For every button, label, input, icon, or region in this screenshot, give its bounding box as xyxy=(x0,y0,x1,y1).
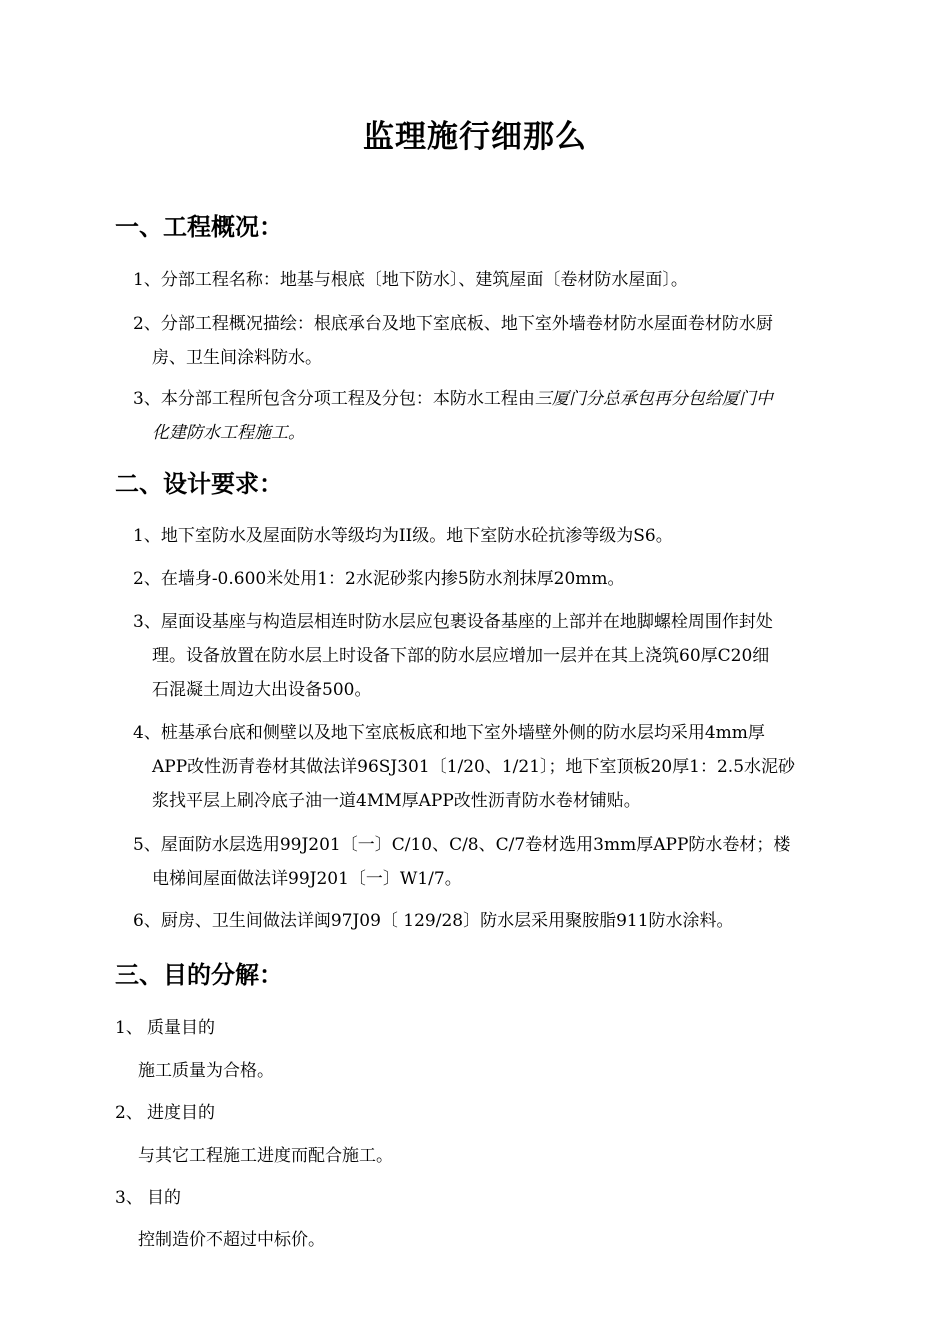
design-item-3-line-3: 石混凝土周边大出设备500。 xyxy=(152,680,372,700)
design-item-3-line-1: 3、屋面设基座与构造层相连时防水层应包裹设备基座的上部并在地脚螺栓周围作封处 xyxy=(133,612,773,632)
design-item-6-text: 6、厨房、卫生间做法详闽97J09〔 129/28〕防水层采用聚胺脂911防水涂料。 xyxy=(133,911,734,931)
design-item-4-line-1: 4、桩基承台底和侧壁以及地下室底板底和地下室外墙壁外侧的防水层均采用4mm厚 xyxy=(133,723,765,743)
goal-1-number: 1、 xyxy=(115,1018,143,1038)
overview-item-2-line-2: 房、卫生间涂料防水。 xyxy=(152,348,322,368)
design-item-4-line-2: APP改性沥青卷材其做法详96SJ301〔1/20、1/21〕；地下室顶板20厚1：2.5水泥砂 xyxy=(152,757,796,777)
overview-item-3-line-1-plain: 3、本分部工程所包含分项工程及分包：本防水工程由 xyxy=(133,389,535,409)
design-item-1 xyxy=(133,519,861,553)
design-item-4 xyxy=(133,716,861,818)
goal-2-number: 2、 xyxy=(115,1103,143,1123)
overview-item-3-line-1-italic: 三厦门分总承包再分包给厦门中 xyxy=(534,389,773,409)
design-item-5-line-2: 电梯间屋面做法详99J201〔一〕W1/7。 xyxy=(152,869,462,889)
overview-item-3 xyxy=(133,382,861,450)
goal-3-text: 控制造价不超过中标价。 xyxy=(138,1230,325,1250)
goal-2-label xyxy=(115,1096,215,1130)
overview-item-1 xyxy=(133,263,861,297)
goal-2-title: 进度目的 xyxy=(147,1103,215,1123)
design-item-2-text: 2、在墙身-0.600米处用1：2水泥砂浆内掺5防水剂抹厚20mm。 xyxy=(133,569,625,589)
goal-3-title: 目的 xyxy=(147,1188,181,1208)
section-heading-design: 二、设计要求： xyxy=(115,469,283,498)
page-title: 监理施行细那么 xyxy=(363,119,587,155)
overview-item-3-line-2: 化建防水工程施工。 xyxy=(152,423,305,443)
design-item-3-line-2: 理。设备放置在防水层上时设备下部的防水层应增加一层并在其上浇筑60厚C20细 xyxy=(152,646,770,666)
goal-2-text: 与其它工程施工进度而配合施工。 xyxy=(138,1146,393,1166)
overview-item-1-text: 1、分部工程名称：地基与根底〔地下防水〕、建筑屋面〔卷材防水屋面〕。 xyxy=(133,270,688,290)
overview-item-2-line-1: 2、分部工程概况描绘：根底承台及地下室底板、地下室外墙卷材防水屋面卷材防水厨 xyxy=(133,314,773,334)
goal-3-label xyxy=(115,1181,181,1215)
design-item-5-line-1: 5、屋面防水层选用99J201〔一〕C/10、C/8、C/7卷材选用3mm厚APP防水卷材；楼 xyxy=(133,835,791,855)
overview-item-2 xyxy=(133,307,861,375)
design-item-6 xyxy=(133,904,861,938)
goal-3-number: 3、 xyxy=(115,1188,143,1208)
section-heading-goals: 三、目的分解： xyxy=(115,960,283,989)
design-item-2 xyxy=(133,562,861,596)
goal-1-label xyxy=(115,1011,215,1045)
goal-1-title: 质量目的 xyxy=(147,1018,215,1038)
design-item-5 xyxy=(133,828,861,896)
design-item-1-text: 1、地下室防水及屋面防水等级均为II级。地下室防水砼抗渗等级为S6。 xyxy=(133,526,673,546)
section-heading-overview: 一、工程概况： xyxy=(115,212,283,241)
design-item-4-line-3: 浆找平层上刷冷底子油一道4MM厚APP改性沥青防水卷材铺贴。 xyxy=(152,791,641,811)
design-item-3 xyxy=(133,605,861,707)
goal-1-text: 施工质量为合格。 xyxy=(138,1061,274,1081)
